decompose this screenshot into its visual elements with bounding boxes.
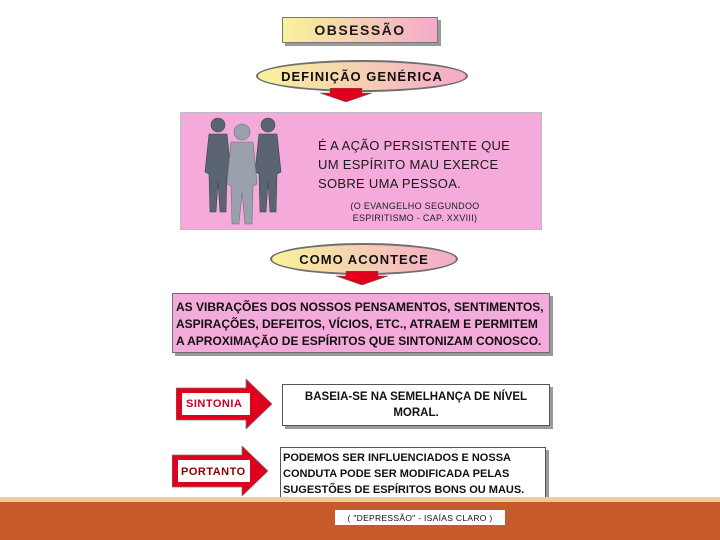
portanto-label: PORTANTO	[181, 466, 246, 478]
page-title: OBSESSÃO	[282, 17, 438, 43]
definition-text	[318, 136, 538, 193]
sintonia-box	[282, 384, 550, 426]
definition-line: SOBRE UMA PESSOA.	[318, 176, 462, 191]
source-line: ESPIRITISMO - CAP. XXVIII)	[352, 213, 478, 223]
explanation-text	[176, 299, 548, 350]
sintonia-line: MORAL.	[393, 407, 439, 419]
explanation-line: AS VIBRAÇÕES DOS NOSSOS PENSAMENTOS, SENTIMENTOS,	[176, 300, 544, 314]
portanto-line: PODEMOS SER INFLUENCIADOS E NOSSA	[283, 452, 511, 464]
definition-line: UM ESPÍRITO MAU EXERCE	[318, 157, 499, 172]
sintonia-label: SINTONIA	[186, 398, 243, 410]
portanto-line: CONDUTA PODE SER MODIFICADA PELAS	[283, 468, 510, 480]
explanation-line: A APROXIMAÇÃO DE ESPÍRITOS QUE SINTONIZAM CONOSCO.	[176, 334, 542, 348]
definition-source	[330, 200, 500, 224]
source-line: (O EVANGELHO SEGUNDOO	[350, 201, 480, 211]
heading-como-acontece: COMO ACONTECE	[270, 243, 458, 275]
down-arrow-icon	[332, 271, 392, 285]
portanto-box	[280, 447, 546, 499]
sintonia-line: BASEIA-SE NA SEMELHANÇA DE NÍVEL	[304, 391, 528, 403]
portanto-line: SUGESTÕES DE ESPÍRITOS BONS OU MAUS.	[283, 484, 525, 496]
explanation-line: ASPIRAÇÕES, DEFEITOS, VÍCIOS, ETC., ATRAEM E PERMITEM	[176, 317, 538, 331]
people-figures-icon	[196, 112, 292, 228]
down-arrow-icon	[316, 88, 376, 102]
definition-line: É A AÇÃO PERSISTENTE QUE	[318, 138, 511, 153]
footer-credit: ( "DEPRESSÃO" - ISAÍAS CLARO )	[347, 513, 493, 523]
heading-definicao-generica: DEFINIÇÃO GENÉRICA	[256, 60, 468, 92]
